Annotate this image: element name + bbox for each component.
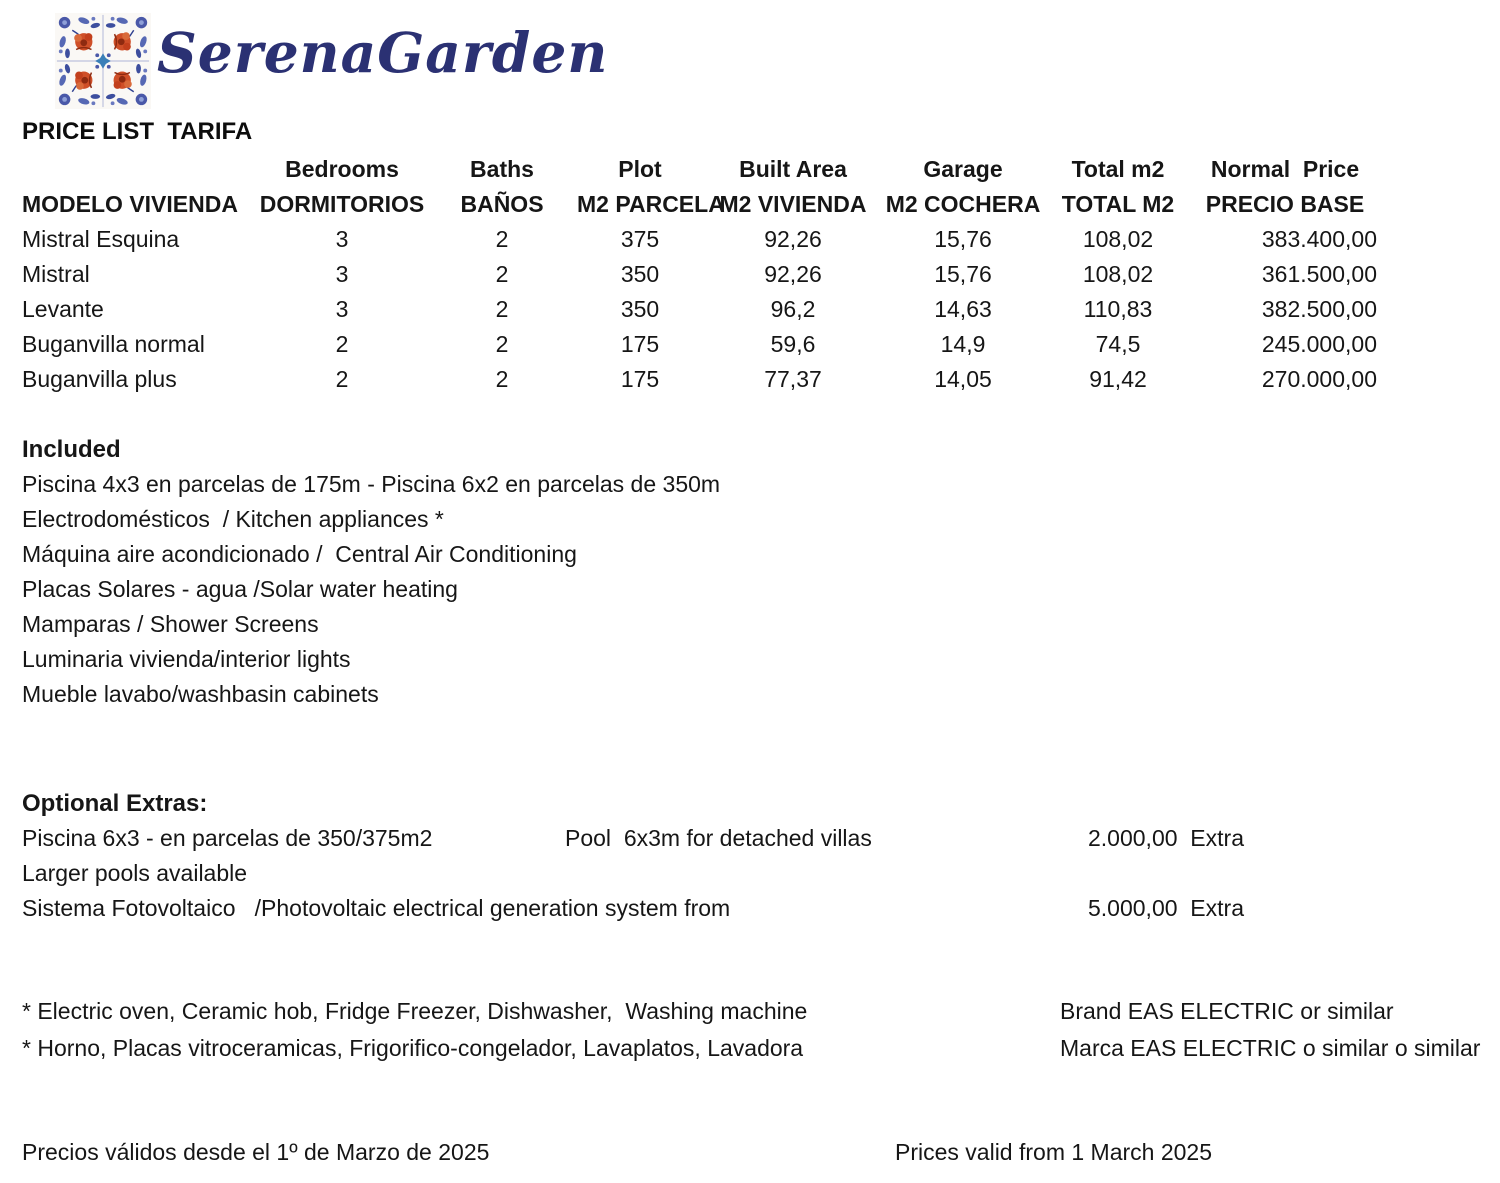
footnote-left: * Electric oven, Ceramic hob, Fridge Freezer, Dishwasher, Washing machine <box>22 998 808 1024</box>
cell-baths: 2 <box>495 296 509 322</box>
included-item: Luminaria vivienda/interior lights <box>22 646 351 672</box>
cell-price: 270.000,00 <box>1261 366 1377 392</box>
cell-bedrooms: 2 <box>335 366 349 392</box>
cell-price: 245.000,00 <box>1261 331 1377 357</box>
included-section <box>22 432 720 712</box>
cell-model: Buganvilla plus <box>22 366 177 392</box>
col-header-blank <box>22 152 257 187</box>
validity-es: Precios válidos desde el 1º de Marzo de 2025 <box>22 1139 490 1165</box>
cell-garage: 15,76 <box>934 261 992 287</box>
cell-built-area: 96,2 <box>770 296 816 322</box>
cell-garage: 15,76 <box>934 226 992 252</box>
cell-garage: 14,05 <box>934 366 992 392</box>
cell-built-area: 92,26 <box>764 261 822 287</box>
included-item: Piscina 4x3 en parcelas de 175m - Piscina 6x2 en parcelas de 350m <box>22 471 721 497</box>
optional-item-en: Pool 6x3m for detached villas <box>565 825 872 851</box>
footnote-row <box>22 1030 1482 1067</box>
col-header-total-m2-en: Total m2 <box>1071 156 1165 182</box>
cell-total-m2: 91,42 <box>1089 366 1147 392</box>
footnotes-section <box>22 993 1482 1067</box>
col-header-baths-es: BAÑOS <box>460 191 544 217</box>
cell-price: 382.500,00 <box>1261 296 1377 322</box>
cell-bedrooms: 3 <box>335 261 349 287</box>
cell-plot: 375 <box>620 226 660 252</box>
cell-bedrooms: 2 <box>335 331 349 357</box>
col-header-normal-price-es: PRECIO BASE <box>1205 191 1365 217</box>
included-item: Mueble lavabo/washbasin cabinets <box>22 681 379 707</box>
optional-item-es: Larger pools available <box>22 860 248 886</box>
cell-model: Buganvilla normal <box>22 331 205 357</box>
col-header-plot-en: Plot <box>618 156 662 182</box>
optional-extras-row <box>22 891 1382 926</box>
brand-header <box>55 12 151 110</box>
optional-item-price: 2.000,00 Extra <box>1088 825 1244 851</box>
cell-built-area: 59,6 <box>770 331 816 357</box>
optional-extras-title: Optional Extras: <box>22 790 208 817</box>
optional-item-es: Piscina 6x3 - en parcelas de 350/375m2 <box>22 825 433 851</box>
cell-garage: 14,63 <box>934 296 992 322</box>
included-item: Máquina aire acondicionado / Central Air Conditioning <box>22 541 577 567</box>
cell-plot: 175 <box>620 331 660 357</box>
col-header-bedrooms-es: DORMITORIOS <box>259 191 425 217</box>
col-header-garage-es: M2 COCHERA <box>885 191 1041 217</box>
optional-extras-section <box>22 786 1382 926</box>
cell-plot: 350 <box>620 296 660 322</box>
included-title: Included <box>22 436 121 463</box>
col-header-normal-price-en: Normal Price <box>1210 156 1360 182</box>
cell-baths: 2 <box>495 226 509 252</box>
cell-total-m2: 108,02 <box>1082 261 1154 287</box>
cell-total-m2: 74,5 <box>1095 331 1141 357</box>
cell-built-area: 92,26 <box>764 226 822 252</box>
footnote-left: * Horno, Placas vitroceramicas, Frigorifico-congelador, Lavaplatos, Lavadora <box>22 1035 804 1061</box>
price-table <box>22 152 1377 397</box>
optional-item-price: 5.000,00 Extra <box>1088 895 1244 921</box>
cell-price: 383.400,00 <box>1261 226 1377 252</box>
col-header-garage-en: Garage <box>923 156 1003 182</box>
footnote-row <box>22 993 1482 1030</box>
cell-total-m2: 108,02 <box>1082 226 1154 252</box>
col-header-total-m2-es: TOTAL M2 <box>1061 191 1175 217</box>
optional-extras-row <box>22 856 1382 891</box>
col-header-baths-en: Baths <box>470 156 534 182</box>
col-header-built-area-en: Built Area <box>739 156 847 182</box>
cell-total-m2: 110,83 <box>1083 296 1153 322</box>
footnote-right: Marca EAS ELECTRIC o similar o similar <box>1060 1035 1481 1061</box>
validity-row <box>22 1135 1482 1170</box>
included-item: Placas Solares - agua /Solar water heating <box>22 576 458 602</box>
col-header-built-area-es: M2 VIVIENDA <box>719 191 867 217</box>
cell-garage: 14,9 <box>940 331 986 357</box>
optional-item-es: Sistema Fotovoltaico /Photovoltaic electrical generation system from <box>22 895 731 921</box>
validity-en: Prices valid from 1 March 2025 <box>895 1139 1213 1165</box>
optional-extras-row <box>22 821 1382 856</box>
cell-model: Mistral <box>22 261 90 287</box>
footnote-right: Brand EAS ELECTRIC or similar <box>1060 998 1394 1024</box>
col-header-model-es: MODELO VIVIENDA <box>22 191 238 217</box>
cell-model: Mistral Esquina <box>22 226 180 252</box>
included-item: Electrodomésticos / Kitchen appliances * <box>22 506 444 532</box>
cell-model: Levante <box>22 296 104 322</box>
cell-baths: 2 <box>495 261 509 287</box>
brand-name: SerenaGarden <box>157 20 609 85</box>
cell-price: 361.500,00 <box>1261 261 1377 287</box>
cell-baths: 2 <box>495 331 509 357</box>
cell-plot: 175 <box>620 366 660 392</box>
floral-tile-logo-icon <box>55 12 151 110</box>
cell-bedrooms: 3 <box>335 226 349 252</box>
cell-baths: 2 <box>495 366 509 392</box>
col-header-bedrooms-en: Bedrooms <box>285 156 399 182</box>
cell-built-area: 77,37 <box>764 366 822 392</box>
page-title: PRICE LIST TARIFA <box>22 118 253 145</box>
included-item: Mamparas / Shower Screens <box>22 611 319 637</box>
col-header-plot-es: M2 PARCELA <box>577 191 725 217</box>
cell-plot: 350 <box>620 261 660 287</box>
cell-bedrooms: 3 <box>335 296 349 322</box>
